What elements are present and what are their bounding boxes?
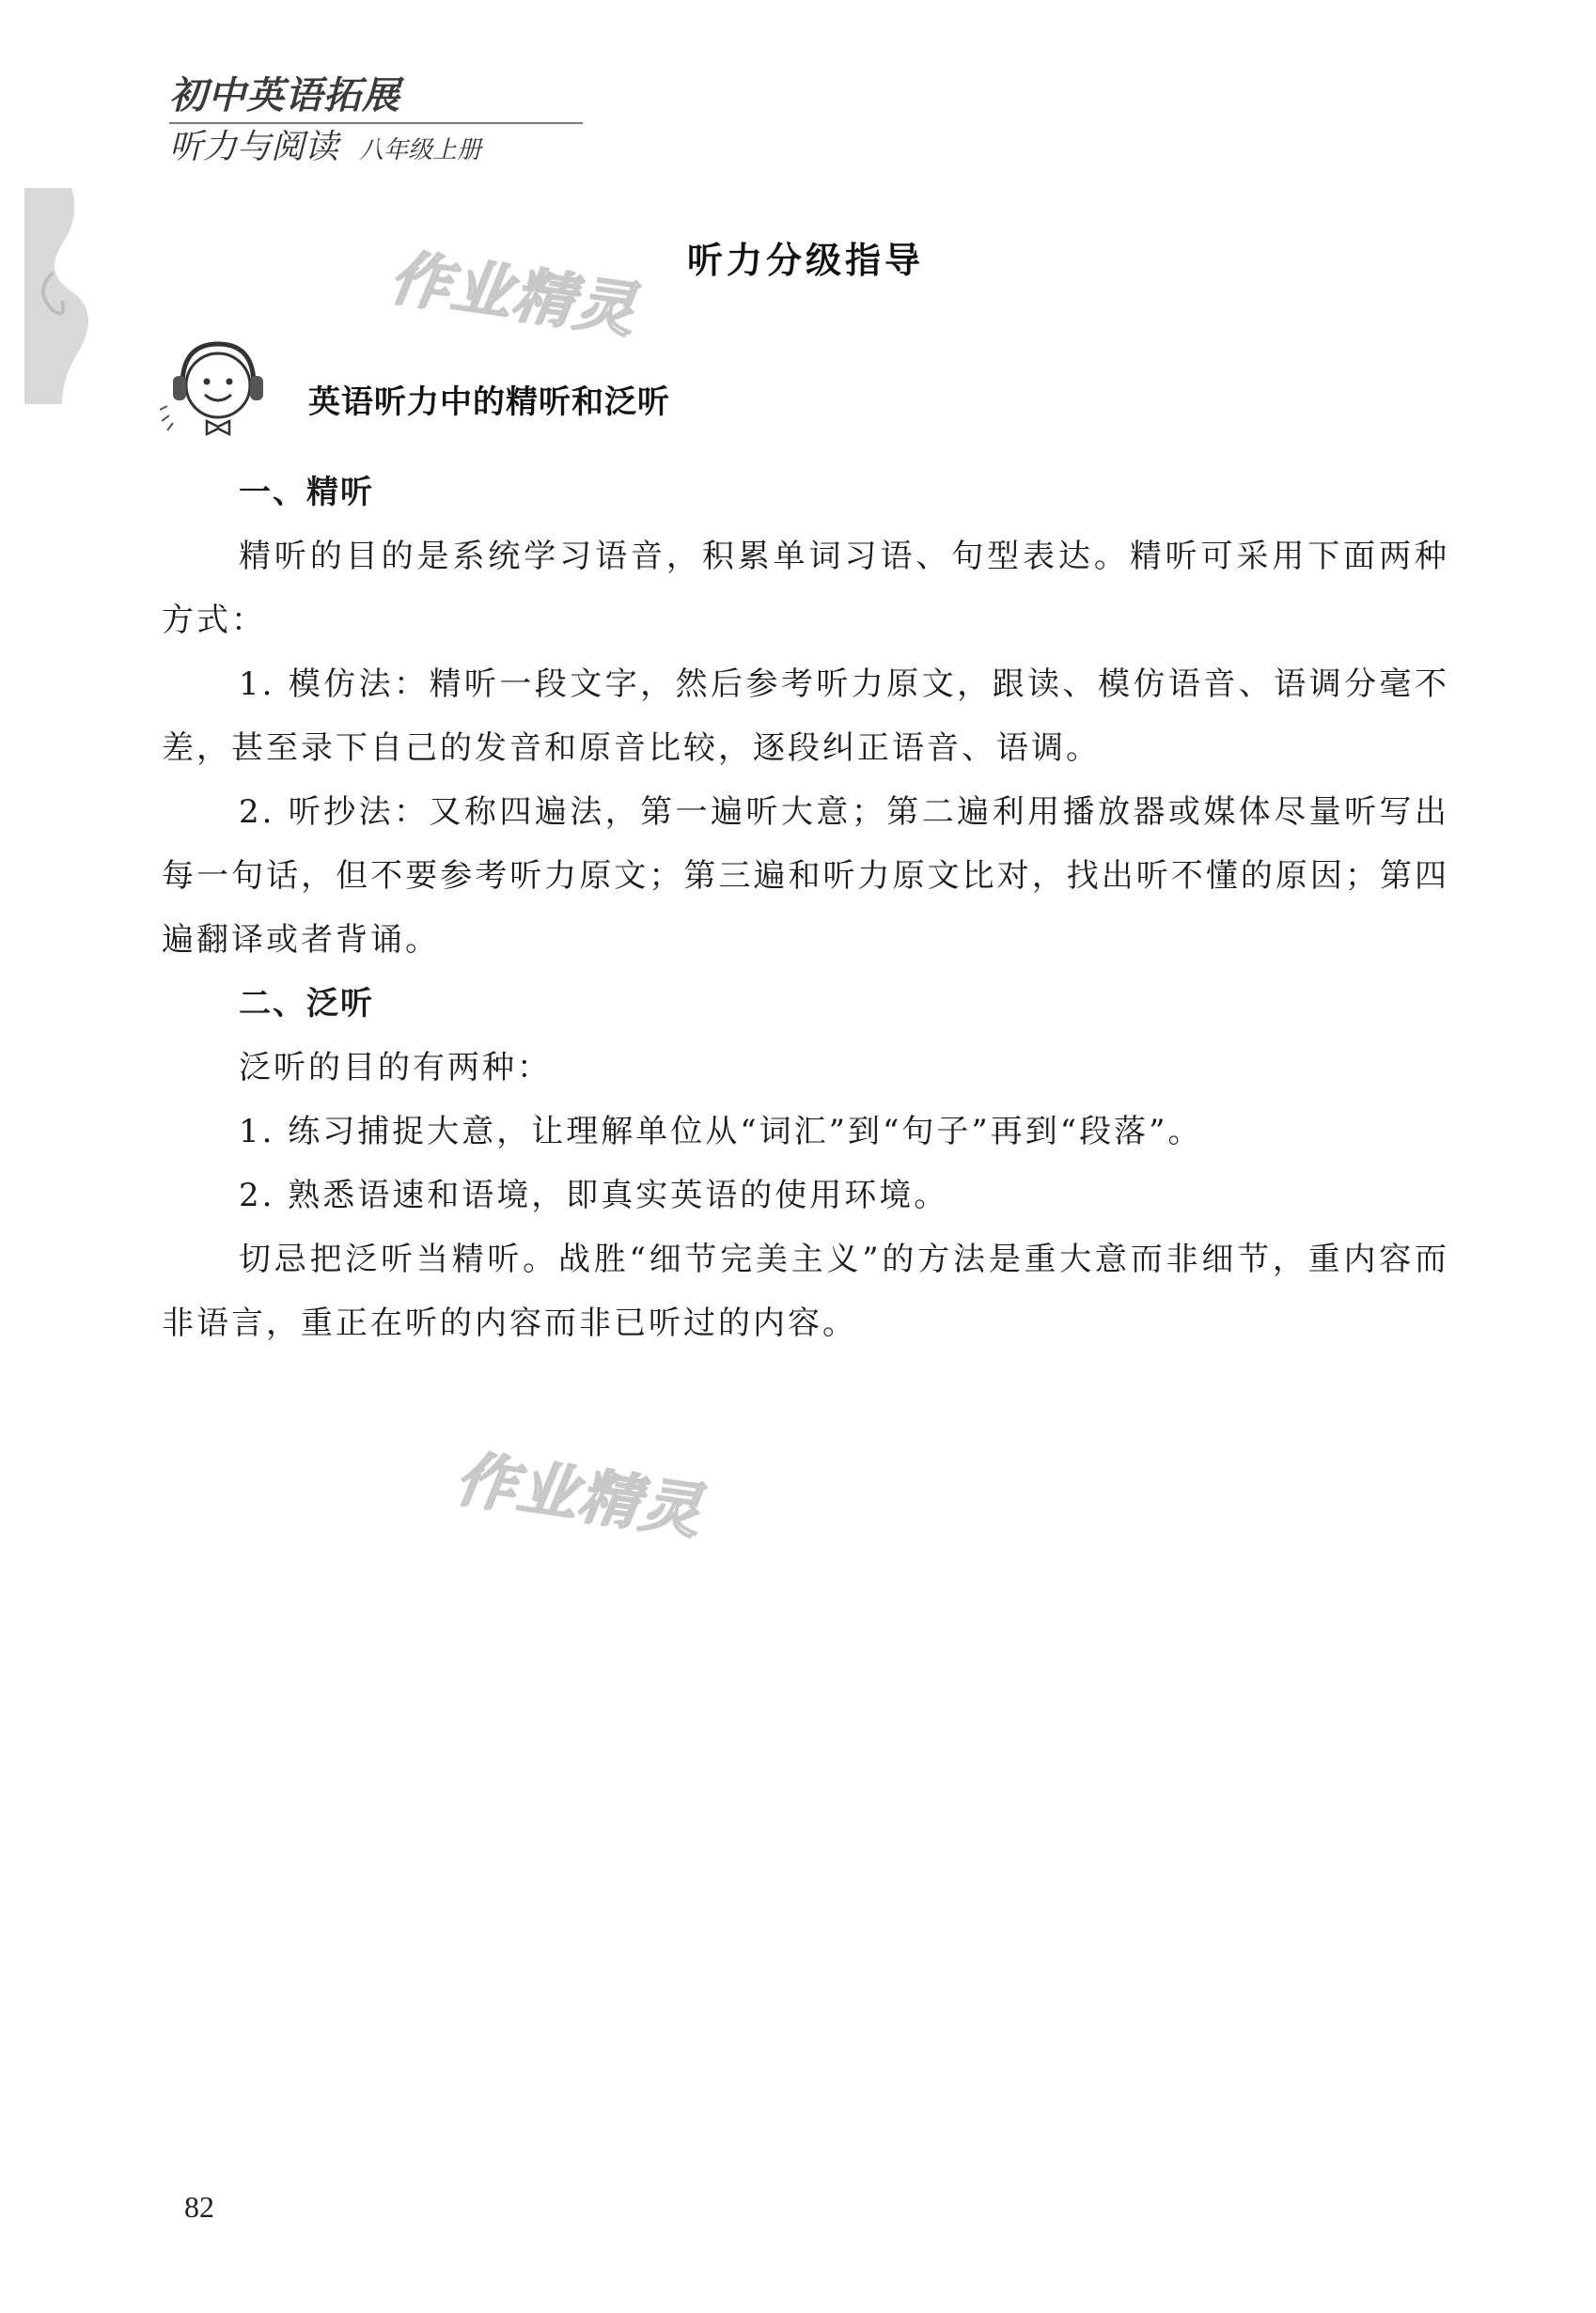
- header-rule: [169, 122, 583, 124]
- subheading: 二、泛听: [239, 985, 374, 1023]
- book-title: 听力与阅读: [169, 128, 339, 166]
- series-title: 初中英语拓展: [169, 74, 400, 117]
- header-subtitle-row: [169, 126, 583, 169]
- headphone-smiley-icon: [160, 331, 282, 453]
- section-banner: [160, 331, 670, 453]
- running-header: [169, 71, 583, 169]
- page-title: [0, 231, 1596, 283]
- paragraph: 泛听的目的有两种：: [239, 1049, 552, 1086]
- page-number: 82: [184, 2190, 214, 2224]
- subheading: 一、精听: [239, 474, 374, 511]
- page-title-text: 听力分级指导: [686, 240, 924, 281]
- paragraph: 2. 熟悉语速和语境，即真实英语的使用环境。: [239, 1177, 949, 1214]
- paragraph: 精听的目的是系统学习语音，积累单词习语、句型表达。精听可采用下面两种方式：: [162, 538, 1449, 639]
- article-body: [162, 461, 1449, 1355]
- paragraph: 1. 练习捕捉大意，让理解单位从“词汇”到“句子”再到“段落”。: [239, 1113, 1203, 1150]
- side-decoration: [24, 188, 100, 404]
- grade-label: 八年级上册: [359, 136, 482, 164]
- section-title: 英语听力中的精听和泛听: [308, 383, 670, 421]
- paragraph: 2. 听抄法：又称四遍法，第一遍听大意；第二遍利用播放器或媒体尽量听写出每一句话，但不要参考听力原文；第三遍和听力原文比对，找出听不懂的原因；第四遍翻译或者背诵。: [162, 793, 1449, 959]
- paragraph: 切忌把泛听当精听。战胜“细节完美主义”的方法是重大意而非细节，重内容而非语言，重正在听的内容而非已听过的内容。: [162, 1241, 1449, 1342]
- watermark: 作业精灵: [385, 242, 642, 347]
- paragraph: 1. 模仿法：精听一段文字，然后参考听力原文，跟读、模仿语音、语调分毫不差，甚至录下自己的发音和原音比较，逐段纠正语音、语调。: [162, 665, 1449, 767]
- watermark: 作业精灵: [451, 1444, 708, 1548]
